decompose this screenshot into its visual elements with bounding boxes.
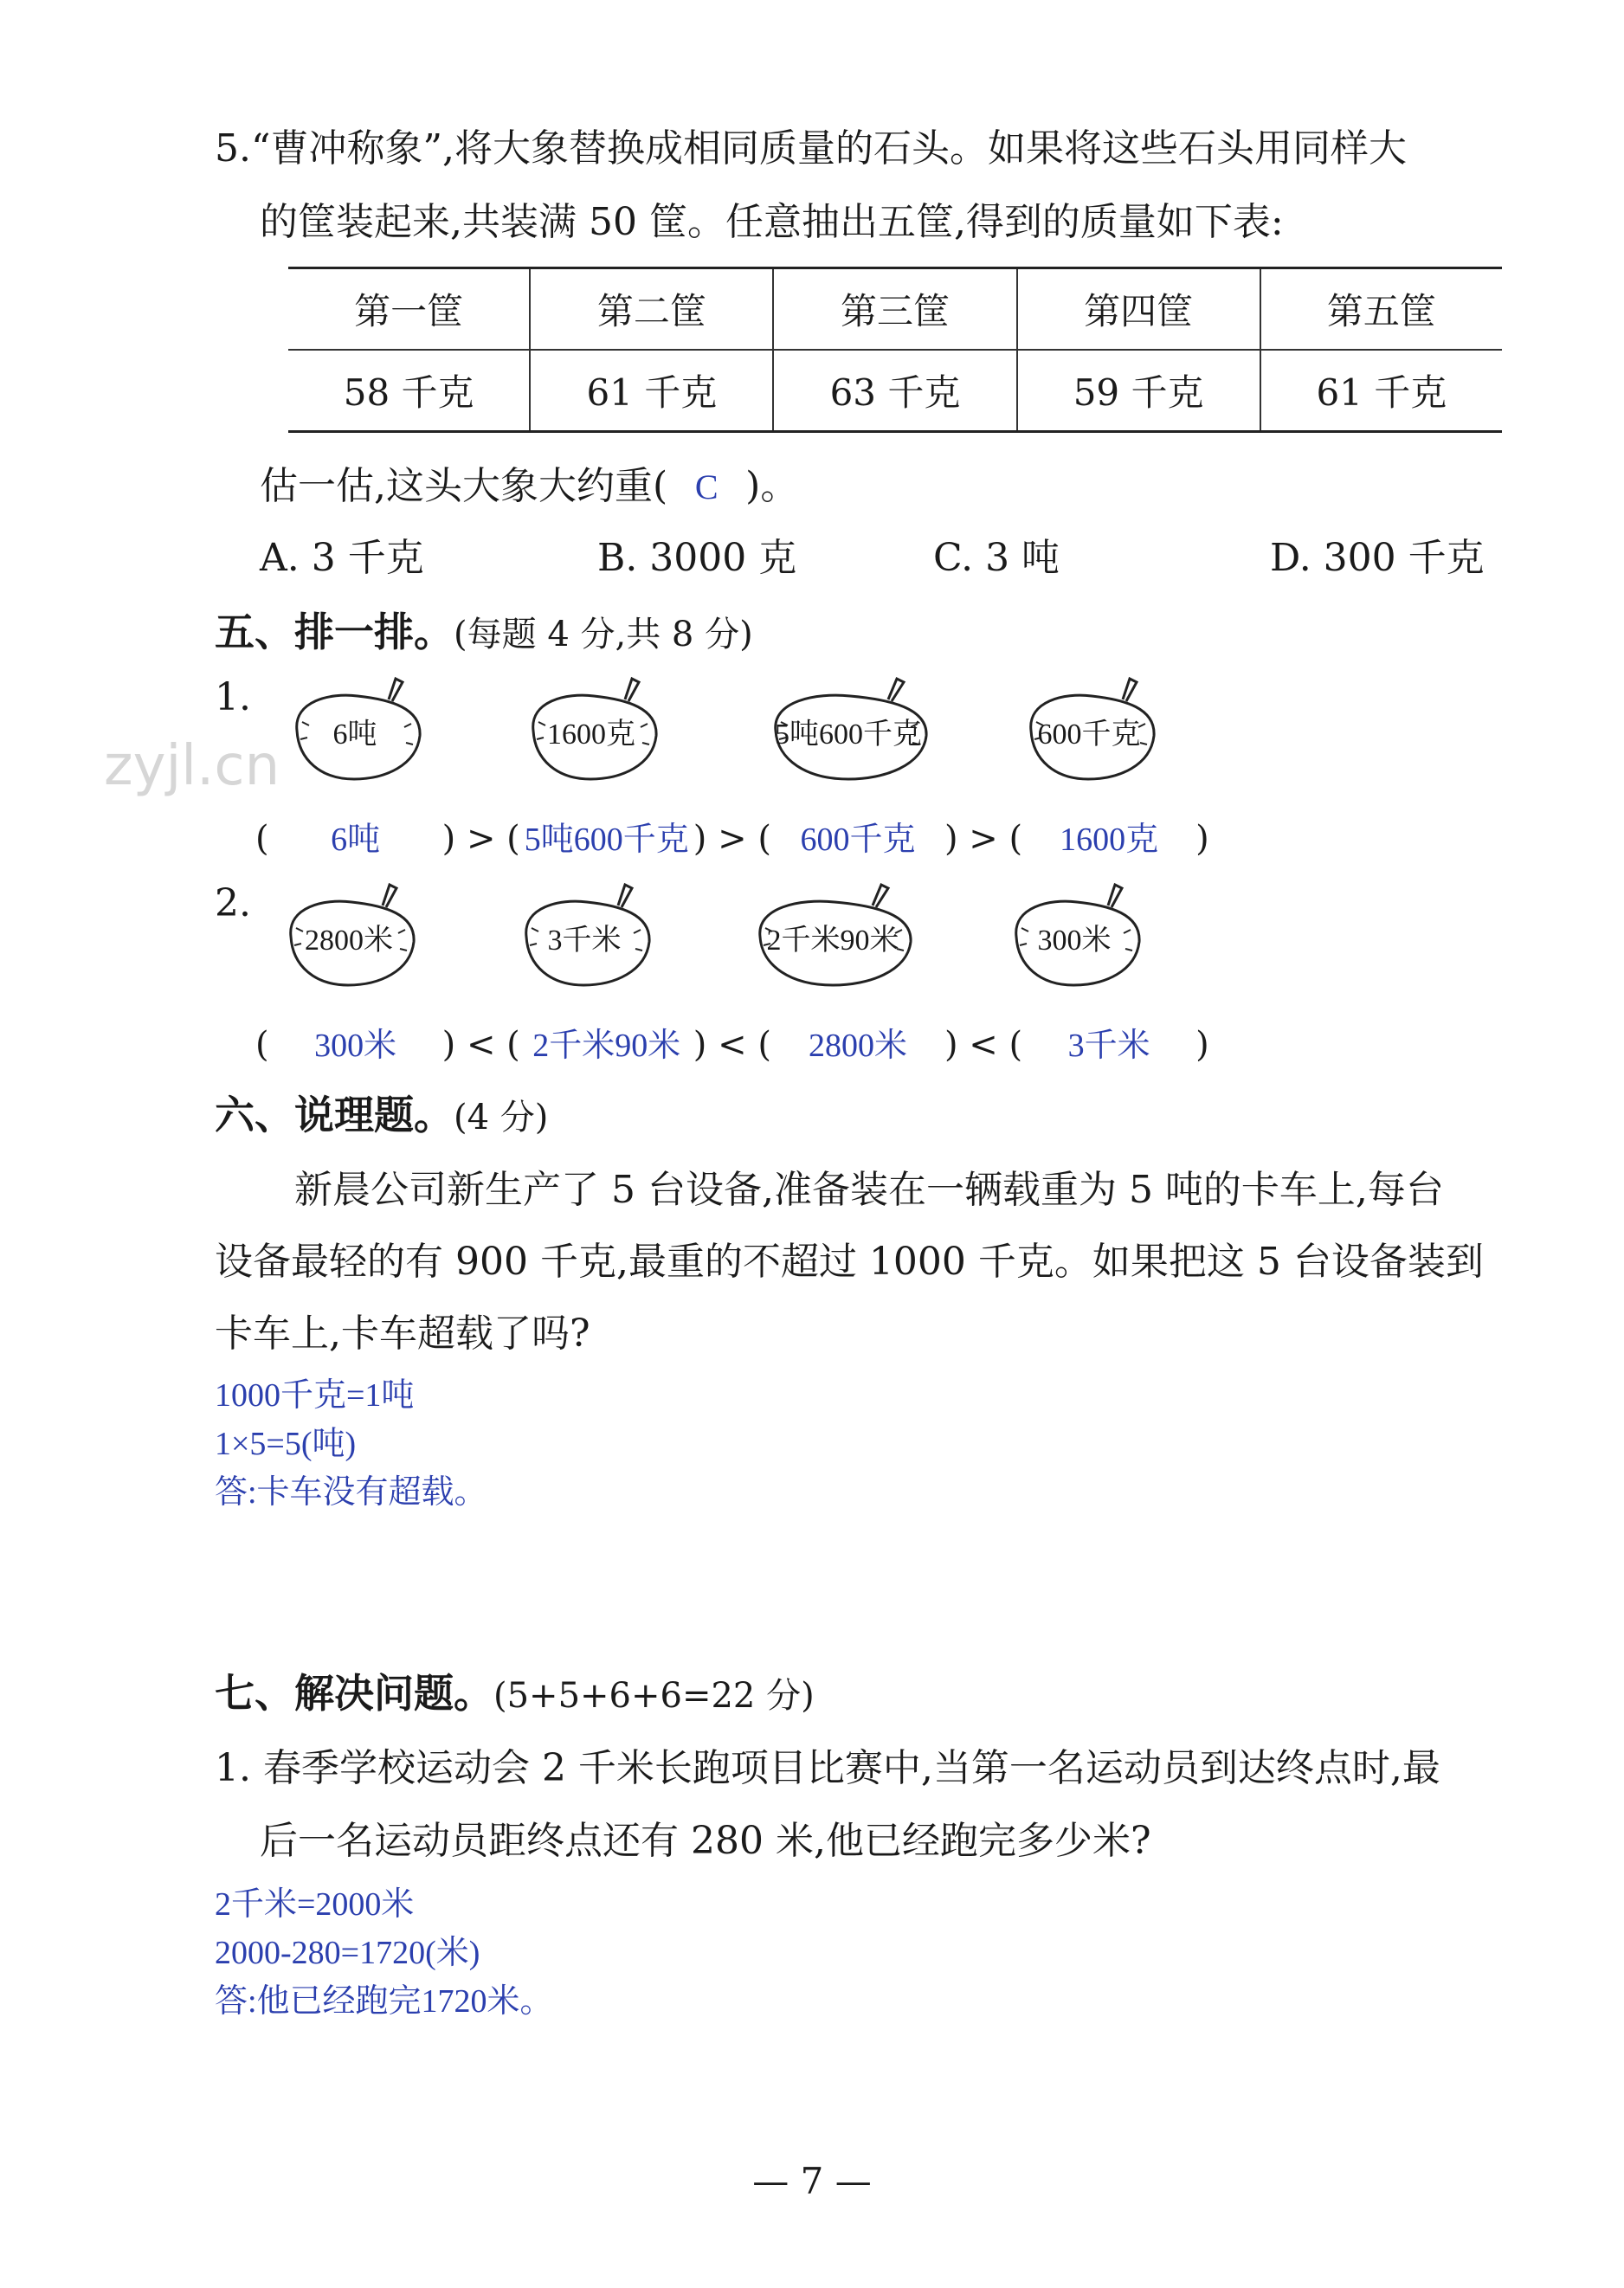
option-d: D. 300 千克 (1270, 536, 1485, 580)
leaf-label: 600千克 (1037, 719, 1141, 751)
s7-answer-line1: 2千米=2000米 (215, 1886, 415, 1923)
leaf-item (1001, 876, 1148, 997)
answer-blank: 6吨 (331, 822, 381, 858)
s7-answer-line2: 2000-280=1720(米) (215, 1935, 480, 1971)
compare-sign: < (466, 1025, 496, 1065)
compare-sign: > (718, 819, 747, 859)
s7-q1-line1: 1. 春季学校运动会 2 千米长跑项目比赛中,当第一名运动员到达终点时,最 (215, 1746, 1440, 1790)
answer-blank: 300米 (314, 1028, 397, 1064)
q5-text-line1: 5.“曹冲称象”,将大象替换成相同质量的石头。如果将这些石头用同样大 (215, 126, 1407, 171)
answer-blank: 2800米 (808, 1028, 907, 1064)
table-header-cell: 第二筐 (530, 268, 773, 351)
q5-estimate (260, 454, 798, 510)
compare-sign: < (969, 1025, 998, 1065)
compare-sign: > (969, 819, 998, 859)
s5-q2-answer-row: ( 300米 ) < ( 2千米90米 ) < ( 2800米 ) < ( 3千米 ) (255, 1018, 1209, 1066)
answer-blank: 3千米 (1067, 1028, 1150, 1064)
option-a: A. 3 千克 (260, 536, 424, 580)
watermark: zyjl.cn (104, 734, 280, 798)
table-cell: 63 千克 (773, 350, 1016, 432)
section6-note: (4 分) (454, 1098, 549, 1138)
s6-text-line3: 卡车上,卡车超载了吗? (215, 1312, 590, 1356)
leaf-label: 300米 (1037, 925, 1112, 957)
section7-note: (5+5+6+6=22 分) (493, 1676, 815, 1716)
section5-header (215, 601, 753, 658)
section7-header (215, 1662, 815, 1719)
leaf-item (518, 670, 665, 791)
s6-text-line2: 设备最轻的有 900 千克,最重的不超过 1000 千克。如果把这 5 台设备装到 (215, 1240, 1484, 1284)
section6-header (215, 1084, 548, 1141)
table-cell: 58 千克 (288, 350, 530, 432)
weight-table (288, 267, 1502, 433)
table-header-cell: 第一筐 (288, 268, 530, 351)
section7-title: 七、解决问题。 (215, 1670, 493, 1717)
page-number: — 7 — (752, 2160, 872, 2202)
estimate-suffix: )。 (745, 464, 799, 508)
option-b: B. 3000 克 (597, 536, 797, 580)
answer-blank: 5吨600千克 (524, 822, 689, 858)
table-cell: 59 千克 (1017, 350, 1260, 432)
section6-title: 六、说理题。 (215, 1092, 454, 1138)
table-header-row (288, 268, 1502, 351)
compare-sign: > (466, 819, 496, 859)
compare-sign: < (718, 1025, 747, 1065)
leaf-item (1015, 670, 1163, 791)
table-header-cell: 第三筐 (773, 268, 1016, 351)
answer-blank: 2千米90米 (532, 1028, 681, 1064)
leaf-label: 3千米 (547, 925, 622, 957)
s5-q1-number: 1. (215, 675, 251, 719)
leaf-label: 2800米 (305, 925, 393, 957)
s6-answer-line1: 1000千克=1吨 (215, 1377, 415, 1414)
leaf-label: 5吨600千克 (775, 719, 922, 751)
s6-answer-line2: 1×5=5(吨) (215, 1426, 357, 1462)
table-header-cell: 第四筐 (1017, 268, 1260, 351)
leaf-item (746, 876, 919, 997)
q5-text-line2: 的筐装起来,共装满 50 筐。任意抽出五筐,得到的质量如下表: (260, 200, 1284, 244)
table-row (288, 350, 1502, 432)
s5-q1-answer-row: ( 6吨 ) > ( 5吨600千克 ) > ( 600千克 ) > ( 1600克 ) (255, 812, 1209, 860)
s5-q2-number: 2. (215, 881, 251, 925)
leaf-item (275, 876, 422, 997)
s6-answer-line3: 答:卡车没有超载。 (215, 1474, 487, 1511)
leaf-item (281, 670, 429, 791)
table-header-cell: 第五筐 (1260, 268, 1502, 351)
leaf-label: 2千米90米 (766, 925, 899, 957)
s7-answer-line3: 答:他已经跑完1720米。 (215, 1983, 553, 2020)
answer-blank: 1600克 (1060, 822, 1159, 858)
estimate-answer: C (694, 467, 719, 506)
option-c: C. 3 吨 (933, 536, 1060, 580)
s6-text-line1: 新晨公司新生产了 5 台设备,准备装在一辆载重为 5 吨的卡车上,每台 (294, 1168, 1444, 1212)
leaf-item (762, 670, 935, 791)
table-cell: 61 千克 (530, 350, 773, 432)
leaf-label: 1600克 (547, 719, 635, 751)
table-cell: 61 千克 (1260, 350, 1502, 432)
estimate-prefix: 估一估,这头大象大约重( (260, 464, 668, 508)
section5-title: 五、排一排。 (215, 609, 454, 655)
answer-blank: 600千克 (800, 822, 916, 858)
section5-note: (每题 4 分,共 8 分) (454, 615, 753, 654)
s7-q1-line2: 后一名运动员距终点还有 280 米,他已经跑完多少米? (260, 1819, 1151, 1863)
leaf-label: 6吨 (332, 719, 377, 751)
leaf-item (511, 876, 658, 997)
